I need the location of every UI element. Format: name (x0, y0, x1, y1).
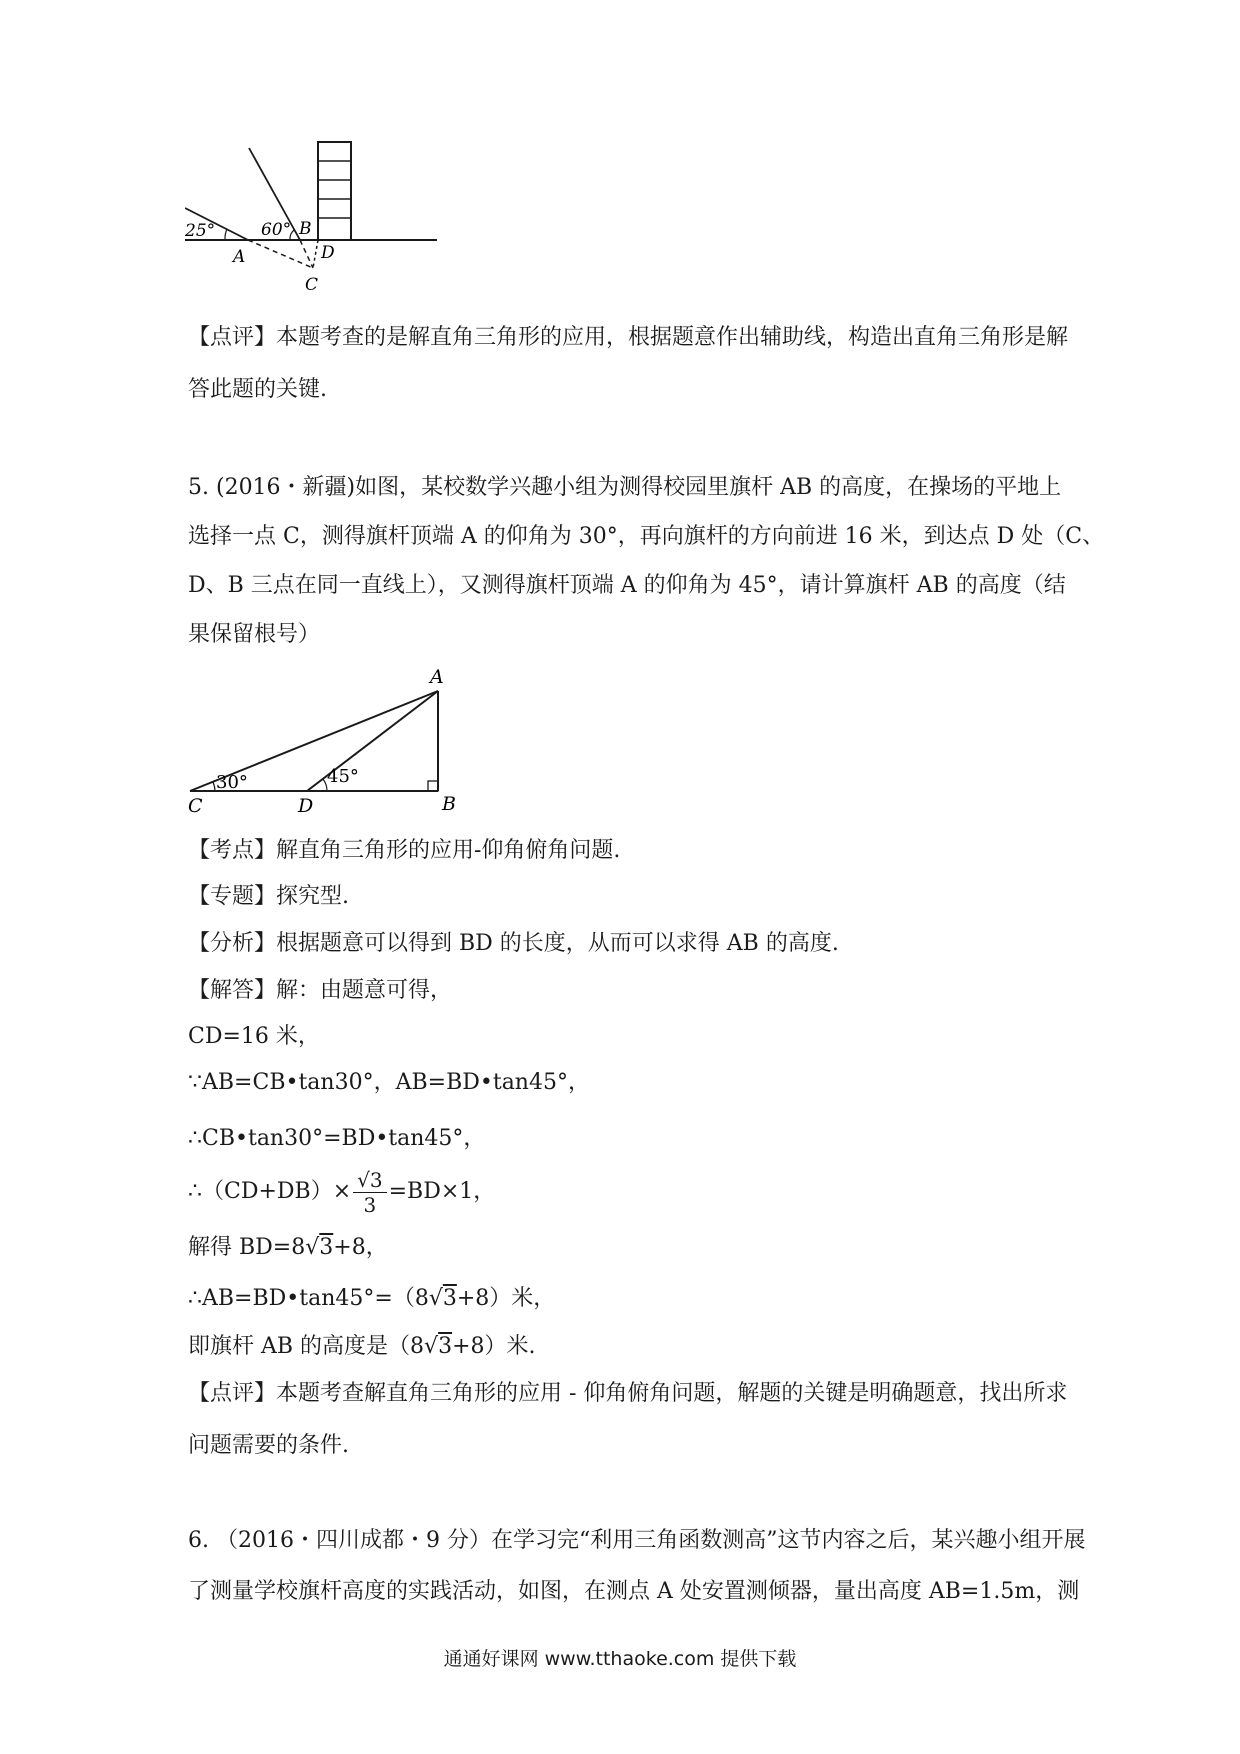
label-point-a: A (430, 666, 444, 688)
problem-5-line-1: 5. (2016・新疆)如图，某校数学兴趣小组为测得校园里旗杆 AB 的高度，在操场的平地上 (188, 475, 1062, 500)
label-point-a: A (233, 247, 246, 267)
dashed-ac (248, 240, 313, 268)
sqrt-icon: √ (428, 1286, 443, 1311)
jieda-line: 【解答】解：由题意可得， (188, 978, 453, 1003)
label-point-c: C (305, 275, 319, 295)
fraction-numerator: √3 (353, 1168, 386, 1193)
step-7-radicand: 3 (438, 1334, 453, 1359)
review-1-line-2: 答此题的关键. (188, 377, 327, 402)
zhuanti-line: 【专题】探究型. (188, 884, 349, 909)
review-1-line-1: 【点评】本题考查的是解直角三角形的应用，根据题意作出辅助线，构造出直角三角形是解 (188, 325, 1069, 350)
dashed-dc (313, 240, 318, 268)
review-5-line-1: 【点评】本题考查解直角三角形的应用 - 仰角俯角问题，解题的关键是明确题意，找出所求 (188, 1381, 1068, 1406)
step-6-post: +8）米， (456, 1286, 556, 1311)
footer-source: 通通好课网 www.tthaoke.com 提供下载 (443, 1648, 797, 1670)
step-6-pre: ∴AB=BD•tan45°=（8 (188, 1286, 429, 1311)
figure-2-flagpole-diagram (180, 655, 480, 815)
label-point-b: B (442, 793, 456, 815)
step-2: ∵AB=CB•tan30°，AB=BD•tan45°， (188, 1070, 590, 1095)
step-7 (188, 1332, 536, 1362)
step-1: CD=16 米， (188, 1024, 320, 1049)
sqrt-icon: √ (424, 1334, 439, 1359)
step-6 (188, 1284, 555, 1314)
kaodian-line: 【考点】解直角三角形的应用-仰角俯角问题. (188, 838, 621, 863)
right-angle-mark (428, 781, 438, 791)
label-point-d: D (321, 243, 335, 263)
label-angle-60: 60° (261, 220, 292, 240)
review-5-line-2: 问题需要的条件. (188, 1433, 349, 1458)
step-4-post: =BD×1， (388, 1179, 496, 1204)
label-point-d: D (298, 795, 314, 815)
sqrt-icon: √ (305, 1235, 320, 1260)
step-7-post: +8）米. (452, 1334, 536, 1359)
label-point-b: B (299, 219, 312, 239)
problem-5-line-4: 果保留根号） (188, 622, 321, 647)
angle-arc-a (225, 229, 227, 240)
step-3: ∴CB•tan30°=BD•tan45°， (188, 1126, 486, 1151)
label-point-c: C (188, 795, 203, 815)
label-angle-45: 45° (327, 766, 359, 787)
label-angle-25: 25° (185, 221, 216, 241)
step-4 (188, 1164, 495, 1220)
step-7-pre: 即旗杆 AB 的高度是（8 (188, 1334, 425, 1359)
step-4-pre: ∴（CD+DB）× (188, 1179, 352, 1204)
fraction-denominator: 3 (363, 1192, 377, 1217)
figure-1-angles-diagram (185, 140, 445, 310)
problem-6-line-1: 6. （2016・四川成都・9 分）在学习完“利用三角函数测高”这节内容之后，某兴趣小组开展 (188, 1528, 1086, 1553)
step-5-pre: 解得 BD=8 (188, 1235, 306, 1260)
building (318, 142, 351, 240)
problem-5-line-2: 选择一点 C，测得旗杆顶端 A 的仰角为 30°，再向旗杆的方向前进 16 米，到达点 D 处（C、 (188, 524, 1105, 549)
step-5 (188, 1233, 388, 1263)
step-5-radicand: 3 (319, 1235, 334, 1260)
angle-arc-c (213, 782, 215, 791)
step-5-post: +8， (333, 1235, 388, 1260)
problem-5-line-3: D、B 三点在同一直线上），又测得旗杆顶端 A 的仰角为 45°，请计算旗杆 AB 的高度（结 (188, 573, 1066, 598)
label-angle-30: 30° (216, 772, 248, 793)
step-6-radicand: 3 (442, 1286, 457, 1311)
fraction-sqrt3-over-3 (353, 1168, 386, 1217)
problem-6-line-2: 了测量学校旗杆高度的实践活动，如图，在测点 A 处安置测倾器，量出高度 AB=1.5m，测 (188, 1579, 1080, 1604)
fenxi-line: 【分析】根据题意可以得到 BD 的长度，从而可以求得 AB 的高度. (188, 931, 839, 956)
